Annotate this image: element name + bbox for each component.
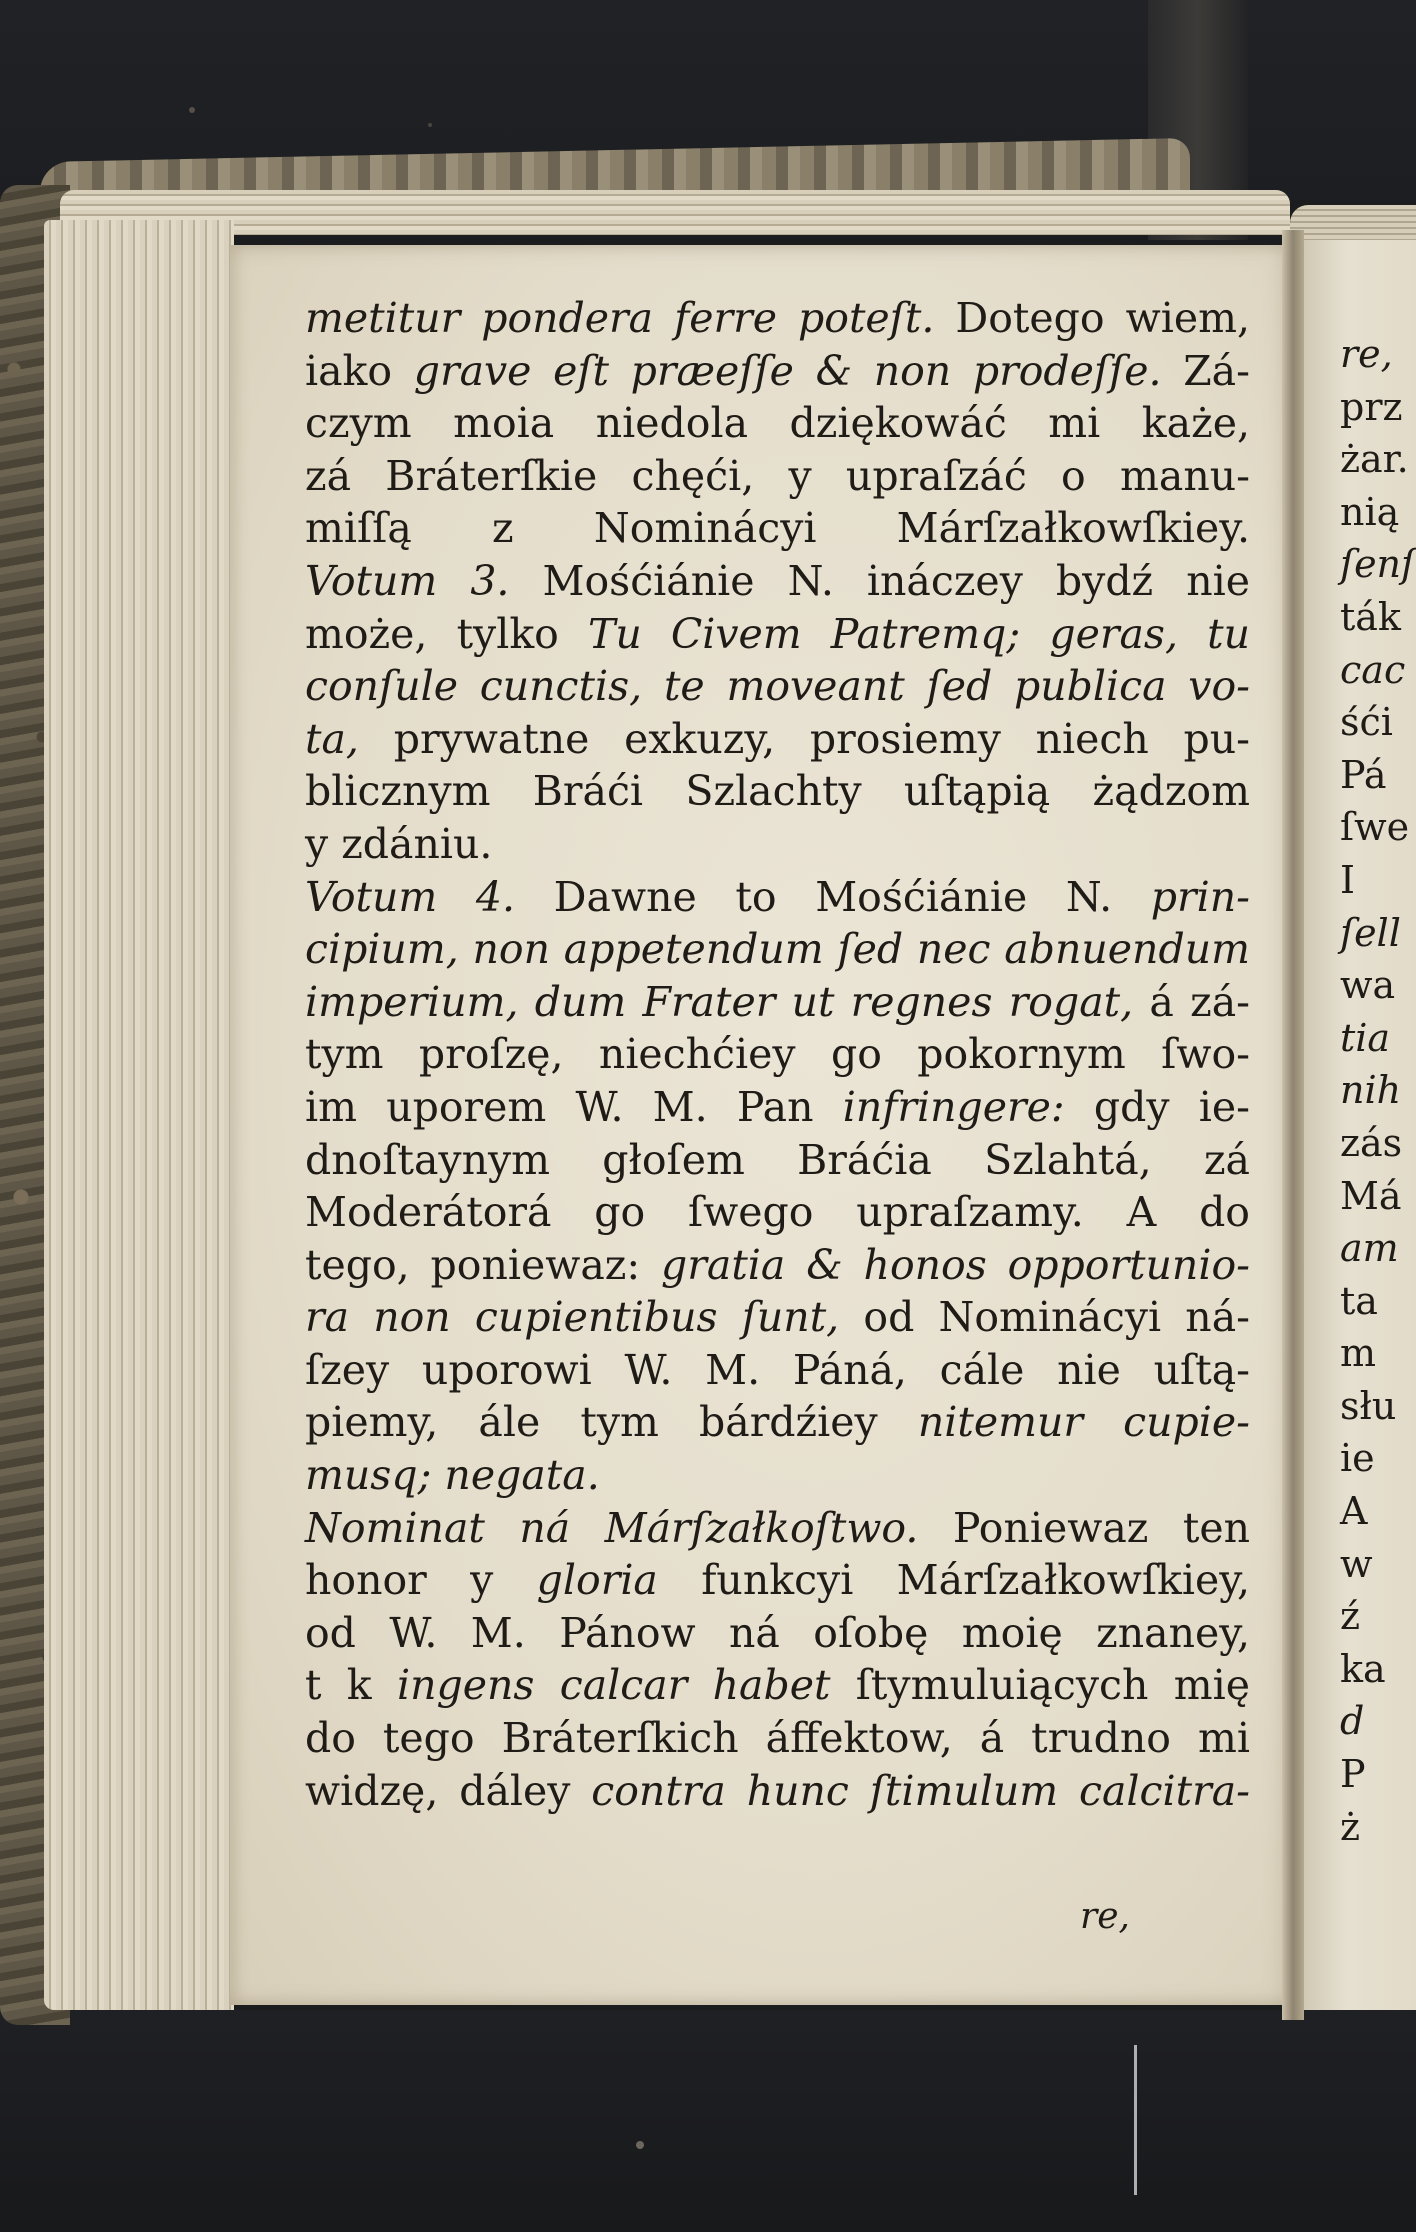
roman-text: dnoſtaynym głoſem Bráćia Szlahtá, zá (305, 1135, 1250, 1184)
facing-text-fragment: ie (1340, 1436, 1375, 1481)
roman-text: ſzey uporowi W. M. Páná, cále nie uſtą- (305, 1345, 1250, 1394)
page-stack-top (60, 190, 1290, 235)
facing-text-fragment: w (1340, 1541, 1373, 1586)
facing-text-fragment: d (1340, 1699, 1365, 1744)
italic-text: grave eſt præeſſe & non prodeſſe. (413, 346, 1162, 395)
text-line (305, 1134, 1250, 1187)
roman-text: Dawne to Mośćiánie N. (515, 872, 1151, 921)
roman-text: im uporem W. M. Pan (305, 1082, 843, 1131)
roman-text: Moderátorá go ſwego upraſzamy. A do (305, 1188, 1250, 1237)
catchword: re, (1080, 1896, 1130, 1937)
text-line (305, 1081, 1250, 1134)
facing-text-fragment: ż (1340, 1804, 1361, 1849)
roman-text: Mośćiánie N. ináczey bydź nie (509, 556, 1250, 605)
roman-text: honor y (305, 1556, 537, 1605)
italic-text: infringere: (842, 1082, 1065, 1131)
roman-text: może, tylko (305, 609, 588, 658)
facing-text-fragment: ták (1340, 594, 1401, 639)
text-line (305, 1659, 1250, 1712)
facing-text-fragment: nią (1340, 489, 1400, 534)
roman-text: y zdániu. (305, 819, 493, 868)
text-line (305, 1449, 1250, 1502)
roman-text: iako (305, 346, 414, 395)
facing-text-fragment: słu (1340, 1383, 1397, 1428)
roman-text: gdy ie- (1064, 1082, 1250, 1131)
facing-page-top (1290, 205, 1416, 245)
roman-text: tym proſzę, niechćiey go pokornym ſwo- (305, 1030, 1250, 1079)
facing-text-fragment: m (1340, 1331, 1377, 1376)
facing-text-fragment: A (1340, 1489, 1368, 1534)
facing-text-fragment: Pá (1340, 752, 1387, 797)
italic-text: ra non cupientibus ſunt, (305, 1293, 840, 1342)
text-line (305, 1712, 1250, 1765)
italic-text: musq; negata. (305, 1451, 600, 1500)
facing-text-fragment: tia (1340, 1015, 1391, 1060)
text-line (305, 1554, 1250, 1607)
facing-text-fragment: P (1340, 1752, 1366, 1797)
roman-text: zá Bráterſkie chęći, y upraſzáć o manu- (305, 451, 1250, 500)
text-line (305, 397, 1250, 450)
page-stack-left (44, 220, 234, 2010)
roman-text: od Nominácyi ná- (839, 1293, 1250, 1342)
text-line (305, 345, 1250, 398)
text-line (305, 555, 1250, 608)
text-line (305, 1607, 1250, 1660)
roman-text: ſtymuluiących mię (830, 1661, 1250, 1710)
roman-text: Zá- (1161, 346, 1250, 395)
italic-text: Votum 4. (305, 872, 516, 921)
text-line (305, 1502, 1250, 1555)
text-line (305, 608, 1250, 661)
text-line (305, 923, 1250, 976)
roman-text: miſſą z Nominácyi Márſzałkowſkiey. (305, 504, 1250, 553)
roman-text: á zá- (1133, 977, 1250, 1026)
italic-text: Votum 3. (305, 556, 510, 605)
roman-text: blicznym Bráći Szlachty uſtąpią żądzom (305, 767, 1250, 816)
facing-text-fragment: ſwe (1340, 805, 1410, 850)
italic-text: conſule cunctis, te moveant ſed publica vo- (305, 662, 1250, 711)
text-line (305, 871, 1250, 924)
text-line (305, 1344, 1250, 1397)
roman-text: piemy, ále tym bárdźiey (305, 1398, 918, 1447)
text-line (305, 765, 1250, 818)
roman-text: t k (305, 1661, 397, 1710)
italic-text: nitemur cupie- (917, 1398, 1250, 1447)
text-line (305, 1765, 1250, 1818)
text-line (305, 1186, 1250, 1239)
italic-text: Nominat ná Márſzałkoſtwo. (305, 1503, 919, 1552)
italic-text: contra hunc ſtimulum calcitra- (591, 1766, 1250, 1815)
facing-text-fragment: żar. (1340, 437, 1409, 482)
italic-text: gloria (536, 1556, 658, 1605)
roman-text: tego, poniewaz: (305, 1240, 662, 1289)
facing-text-fragment: ſell (1340, 910, 1401, 955)
text-line (305, 818, 1250, 871)
facing-text-fragment: zás (1340, 1120, 1403, 1165)
italic-text: cipium, non appetendum ſed nec abnuendum (305, 925, 1250, 974)
facing-text-fragment: śći (1340, 700, 1393, 745)
text-line (305, 1291, 1250, 1344)
italic-text: imperium, dum Frater ut regnes rogat, (305, 977, 1134, 1026)
facing-text-fragment: ka (1340, 1646, 1386, 1691)
facing-text-fragment: wa (1340, 963, 1396, 1008)
roman-text: prywatne exkuzy, prosiemy niech pu- (358, 714, 1250, 763)
roman-text: funkcyi Márſzałkowſkiey, (657, 1556, 1250, 1605)
text-line (305, 1028, 1250, 1081)
text-line (305, 660, 1250, 713)
italic-text: gratia & honos opportunio- (661, 1240, 1250, 1289)
italic-text: ta, (305, 714, 359, 763)
italic-text: prin- (1150, 872, 1250, 921)
italic-text: metitur pondera ferre poteſt. (305, 294, 935, 342)
italic-text: ingens calcar habet (396, 1661, 831, 1710)
facing-text-fragment: I (1340, 857, 1356, 902)
facing-page-text (1340, 328, 1416, 1853)
facing-text-fragment: ta (1340, 1278, 1378, 1323)
text-line (305, 450, 1250, 503)
page-text-block (305, 292, 1250, 1817)
roman-text: czym moia niedola dziękowáć mi każe, (305, 399, 1250, 448)
facing-text-fragment: Má (1340, 1173, 1402, 1218)
background-bottom (0, 2010, 1416, 2232)
text-line (305, 713, 1250, 766)
text-line (305, 292, 1250, 345)
book-gutter (1282, 230, 1304, 2020)
facing-text-fragment: prz (1340, 384, 1403, 429)
italic-text: Tu Civem Patremq; geras, tu (587, 609, 1250, 658)
facing-text-fragment: am (1340, 1226, 1399, 1271)
facing-text-fragment: cac (1340, 647, 1406, 692)
facing-text-fragment: re, (1340, 332, 1393, 376)
facing-text-fragment: nih (1340, 1068, 1402, 1113)
text-line (305, 502, 1250, 555)
text-line (305, 976, 1250, 1029)
text-line (305, 1239, 1250, 1292)
roman-text: widzę, dáley (305, 1766, 592, 1815)
roman-text: od W. M. Pánow ná oſobę moię znaney, (305, 1608, 1250, 1657)
roman-text: do tego Bráterſkich áffektow, á trudno mi (305, 1714, 1250, 1763)
roman-text: Dotego wiem, (934, 294, 1250, 342)
facing-text-fragment: ź (1340, 1594, 1361, 1639)
roman-text: Poniewaz ten (918, 1503, 1250, 1552)
text-line (305, 1396, 1250, 1449)
facing-text-fragment: ſenſ (1340, 542, 1416, 587)
